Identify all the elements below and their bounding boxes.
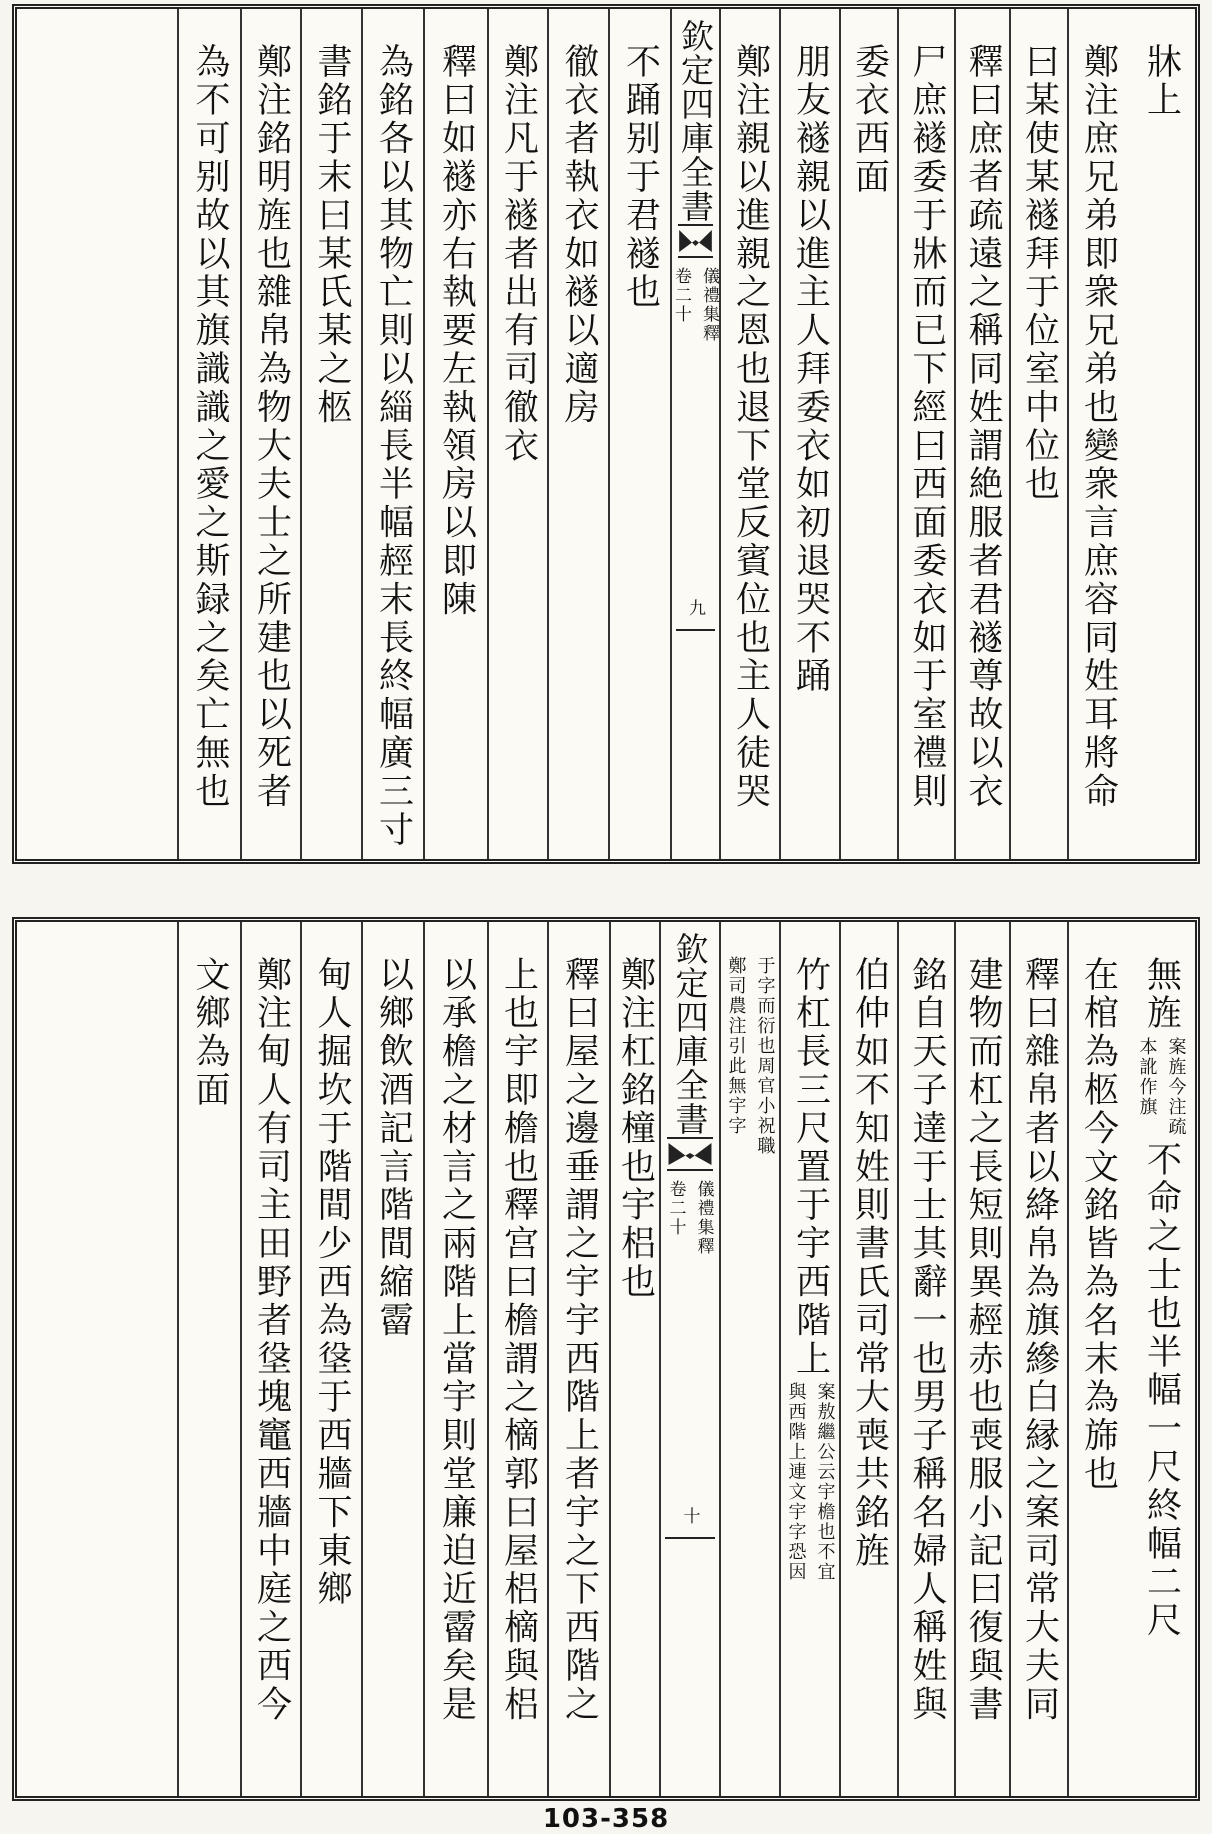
fishtail-mark — [678, 224, 713, 258]
volume-number: 卷二十 — [665, 1180, 686, 1237]
column-text: 甸人掘坎于階間少西為垼于西牆下東鄉 — [312, 956, 352, 1609]
text-column — [177, 9, 240, 859]
book-name: 儀禮集釋 — [693, 1180, 714, 1256]
text-column — [547, 922, 609, 1796]
banner-title: 欽定四庫全書 — [670, 932, 710, 1136]
text-column — [423, 9, 487, 859]
column-text: 無旌 — [1141, 956, 1182, 1033]
volume-number: 卷二十 — [671, 267, 691, 324]
banner-title: 欽定四庫全書 — [676, 19, 715, 223]
interlinear-note — [783, 1382, 838, 1582]
column-text: 為不可别故以其旗識識之愛之斯録之矣亡無也 — [190, 43, 230, 811]
column-text: 伯仲如不知姓則書氏司常大喪共銘旌 — [849, 956, 890, 1571]
text-column — [240, 9, 300, 859]
text-column — [487, 922, 547, 1796]
interlinear-note — [1134, 1037, 1189, 1137]
column-text: 朋友襚親以進主人拜委衣如初退哭不踊 — [790, 43, 831, 696]
leaf-number: 九 — [685, 599, 705, 616]
text-column — [487, 9, 547, 859]
interlinear-note — [723, 956, 778, 1156]
column-text: 釋曰屋之邊垂謂之宇宇西階上者宇之下西階之 — [559, 956, 600, 1724]
banner-rule — [676, 629, 715, 631]
column-text: 文鄉為面 — [190, 956, 230, 1110]
column-text: 尸庶襚委于牀而已下經曰西面委衣如于室禮則 — [907, 43, 947, 811]
column-text: 釋曰庶者疏遠之稱同姓謂絶服者君襚尊故以衣 — [963, 43, 1003, 811]
text-column — [361, 9, 423, 859]
column-text: 徹衣者執衣如襚以適房 — [559, 43, 599, 427]
text-column — [609, 922, 659, 1796]
note-line: 鄭司農注引此無宇字 — [725, 956, 747, 1136]
column-text: 不踊别于君襚也 — [620, 43, 661, 312]
leaf-number: 十 — [679, 1507, 700, 1524]
text-column — [719, 922, 779, 1796]
text-column — [1067, 9, 1127, 859]
top-page-frame — [12, 4, 1200, 864]
text-column — [1127, 9, 1195, 859]
column-text: 竹杠長三尺置于宇西階上 — [790, 956, 831, 1379]
column-text-continued: 不命之士也半幅一尺終幅二尺 — [1141, 1140, 1182, 1640]
column-text: 書銘于末曰某氏某之柩 — [312, 43, 352, 427]
column-text: 以鄉飲酒記言階間縮霤 — [373, 956, 414, 1340]
text-column — [547, 9, 608, 859]
text-column — [1009, 922, 1067, 1796]
text-column — [954, 922, 1009, 1796]
column-text: 以承檐之材言之兩階上當宇則堂廉迫近霤矣是 — [436, 956, 477, 1724]
banner-book-title — [669, 267, 722, 343]
column-text: 曰某使某襚拜于位室中位也 — [1019, 43, 1060, 504]
text-column — [839, 922, 897, 1796]
banner-rule — [665, 1537, 715, 1539]
column-text: 鄭注甸人有司主田野者垼塊竈西牆中庭之西今 — [251, 956, 292, 1724]
text-column — [1067, 922, 1127, 1796]
note-line: 本訛作旗 — [1136, 1036, 1158, 1117]
column-text: 牀上 — [1141, 43, 1182, 120]
text-column — [361, 922, 423, 1796]
note-line: 于字而衍也周官小祝職 — [754, 956, 776, 1156]
bottom-page-frame — [12, 917, 1200, 1801]
text-column — [839, 9, 897, 859]
note-line: 與西階上連文宇字恐因 — [785, 1382, 807, 1583]
column-text: 鄭注凡于襚者出有司徹衣 — [498, 43, 539, 466]
text-column — [423, 922, 487, 1796]
text-column — [300, 9, 361, 859]
column-text: 銘自天子達于士其辭一也男子稱名婦人稱姓與 — [907, 956, 947, 1724]
banner-book-title — [664, 1180, 717, 1256]
column-text: 上也宇即檐也釋宫曰檐謂之樀郭曰屋梠樀與梠 — [498, 956, 539, 1724]
column-text: 鄭注杠銘橦也宇梠也 — [615, 956, 656, 1302]
text-column — [719, 9, 779, 859]
column-text: 建物而杠之長短則異䞓赤也喪服小記曰復與書 — [963, 956, 1003, 1724]
text-column — [897, 922, 954, 1796]
text-column — [1009, 9, 1067, 859]
text-column — [779, 922, 839, 1796]
column-text: 鄭注銘明旌也雜帛為物大夫士之所建也以死者 — [251, 43, 292, 811]
book-name: 儀禮集釋 — [699, 267, 719, 343]
fishtail-mark — [667, 1137, 713, 1171]
text-column — [608, 9, 670, 859]
text-column — [240, 922, 300, 1796]
column-text: 鄭注庶兄弟即衆兄弟也變衆言庶容同姓耳將命 — [1078, 43, 1119, 811]
note-line: 案旌今注疏 — [1165, 1036, 1187, 1137]
text-column — [177, 922, 240, 1796]
column-text: 在棺為柩今文銘皆為名末為旆也 — [1078, 956, 1119, 1494]
text-column — [954, 9, 1009, 859]
column-text: 委衣西面 — [849, 43, 890, 197]
center-banner — [670, 9, 719, 859]
text-column — [897, 9, 954, 859]
note-line: 案敖繼公云宇檐也不宜 — [814, 1382, 836, 1583]
center-banner — [659, 922, 719, 1796]
page-number: 103-358 — [542, 1804, 670, 1834]
column-text: 為銘各以其物亡則以緇長半幅䞓末長終幅廣三寸 — [373, 43, 414, 850]
column-text: 鄭注親以進親之恩也退下堂反賓位也主人徒哭 — [730, 43, 771, 811]
column-text: 釋曰如襚亦右執要左執領房以即陳 — [436, 43, 477, 619]
text-column — [300, 922, 361, 1796]
text-column — [1127, 922, 1195, 1796]
text-column — [779, 9, 839, 859]
column-text: 釋曰雜帛者以絳帛為旗縿白縁之案司常大夫同 — [1019, 956, 1060, 1724]
